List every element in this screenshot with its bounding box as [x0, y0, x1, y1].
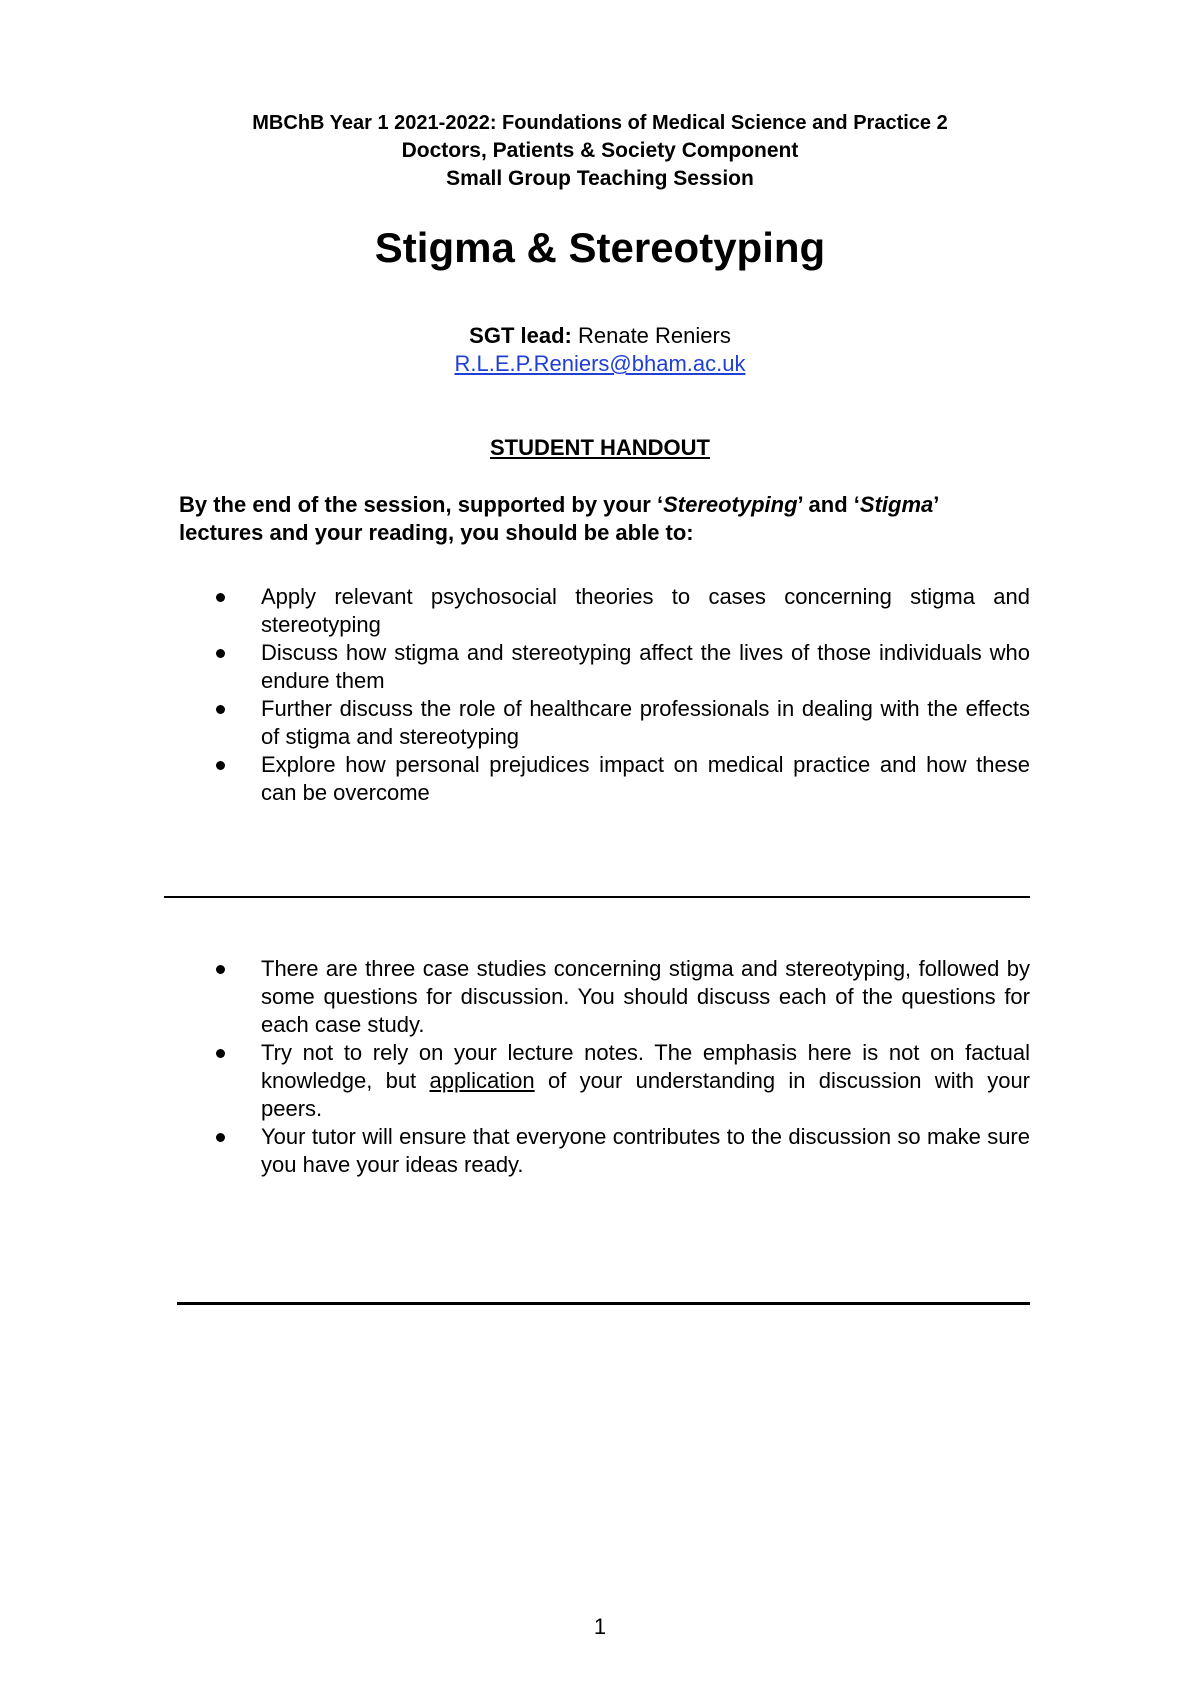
section-divider [164, 896, 1030, 898]
instructions-list [216, 955, 1030, 1179]
sgt-lead-name: Renate Reniers [577, 323, 731, 348]
handout-title: STUDENT HANDOUT [490, 435, 710, 460]
section-divider-bottom [177, 1302, 1030, 1305]
list-item: Your tutor will ensure that everyone contributes to the discussion so make sure you have your ideas ready. [216, 1123, 1030, 1179]
bullet-icon [216, 593, 225, 602]
bullet-icon [216, 1133, 225, 1142]
sgt-lead-email [0, 350, 1200, 378]
emphasis-application: application [429, 1068, 535, 1093]
list-item: Apply relevant psychosocial theories to cases concerning stigma and stereotyping [216, 583, 1030, 639]
learning-objectives-intro [179, 491, 1049, 547]
component-header: Doctors, Patients & Society Component [401, 139, 799, 162]
bullet-icon [216, 705, 225, 714]
bullet-icon [216, 649, 225, 658]
list-item: Try not to rely on your lecture notes. The emphasis here is not on factual knowledge, but application of your understanding in discussion with your peers. [216, 1039, 1030, 1123]
intro-line-1: By the end of the session, supported by your ‘Stereotyping’ and ‘Stigma’ [179, 492, 940, 517]
session-header: Small Group Teaching Session [446, 167, 754, 190]
intro-line-2: lectures and your reading, you should be able to: [179, 520, 694, 545]
sgt-lead-label: SGT lead: [469, 323, 572, 348]
sgt-lead [0, 322, 1200, 350]
list-item: Discuss how stigma and stereotyping affect the lives of those individuals who endure them [216, 639, 1030, 695]
page-number: 1 [593, 1614, 607, 1639]
document-title: Stigma & Stereotyping [374, 224, 826, 271]
bullet-icon [216, 965, 225, 974]
email-link[interactable]: R.L.E.P.Reniers@bham.ac.uk [454, 351, 746, 376]
course-header: MBChB Year 1 2021-2022: Foundations of Medical Science and Practice 2 [252, 112, 948, 134]
list-item: There are three case studies concerning stigma and stereotyping, followed by some questions for discussion. You should discuss each of the questions for each case study. [216, 955, 1030, 1039]
list-item: Explore how personal prejudices impact on medical practice and how these can be overcome [216, 751, 1030, 807]
bullet-icon [216, 1049, 225, 1058]
bullet-icon [216, 761, 225, 770]
learning-objectives-list [216, 583, 1030, 807]
list-item: Further discuss the role of healthcare professionals in dealing with the effects of stigma and stereotyping [216, 695, 1030, 751]
